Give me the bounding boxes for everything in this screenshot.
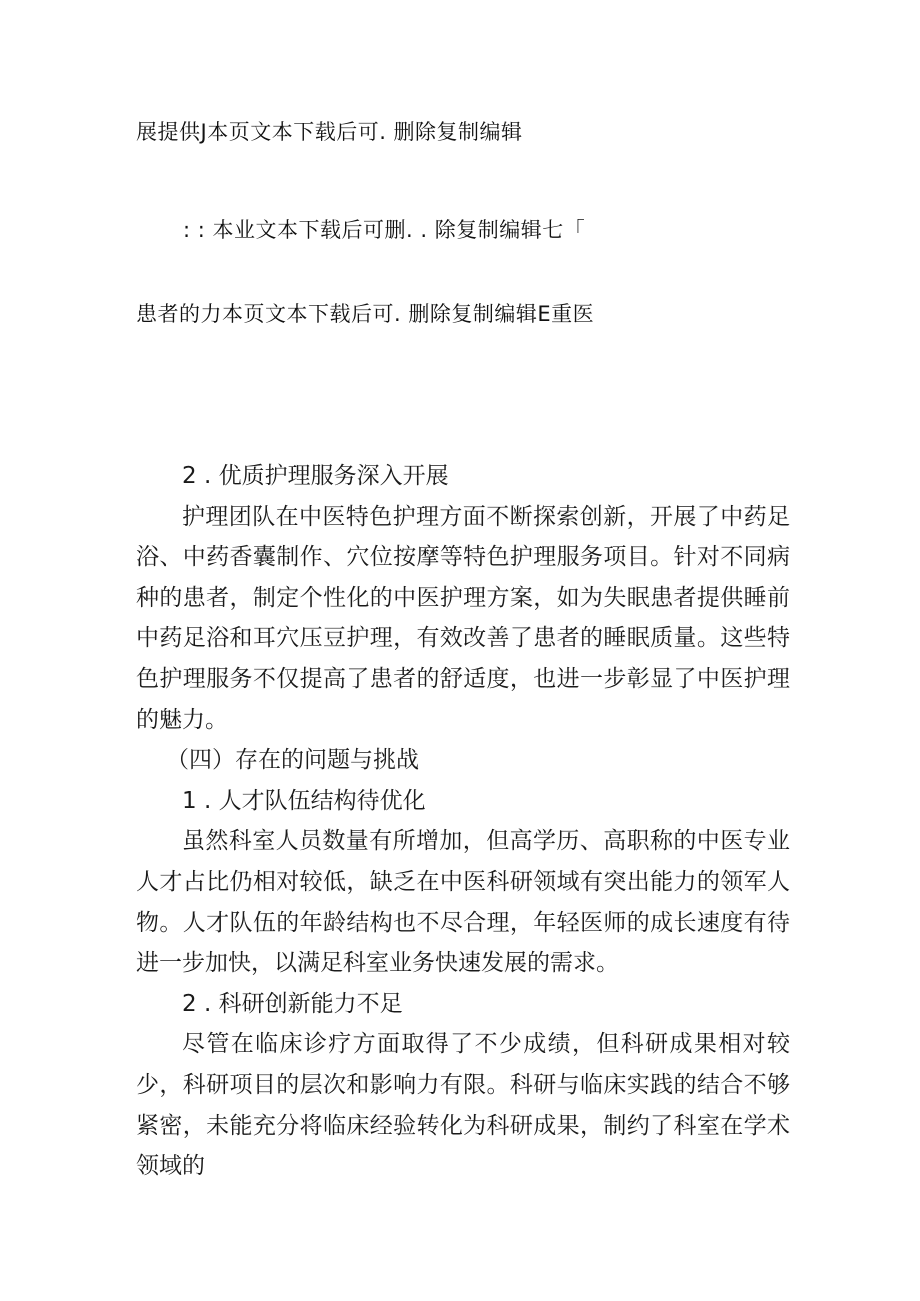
heading-talent-structure: 1 . 人才队伍结构待优化: [182, 787, 426, 814]
document-body: [136, 456, 790, 1187]
watermark-fragment-3: 患者的力本页文本下载后可. 删除复制编辑E重医: [136, 302, 595, 326]
paragraph-research-innovation: 尽管在临床诊疗方面取得了不少成绩，但科研成果相对较少，科研项目的层次和影响力有限。科研与临床实践的结合不够紧密，未能充分将临床经验转化为科研成果，制约了科室在学术领域的: [136, 1031, 790, 1180]
paragraph-quality-nursing: 护理团队在中医特色护理方面不断探索创新，开展了中药足浴、中药香囊制作、穴位按摩等特色护理服务项目。针对不同病种的患者，制定个性化的中医护理方案，如为失眠患者提供睡前中药足浴和耳穴压豆护理，有效改善了患者的睡眠质量。这些特色护理服务不仅提高了患者的舒适度，也进一步彰显了中医护理的魅力。: [136, 503, 790, 733]
watermark-fragment-1: 展提供J本页文本下载后可. 删除复制编辑: [136, 120, 523, 144]
watermark-fragment-2: : : 本业文本下载后可删. . 除复制编辑七「: [183, 218, 586, 242]
heading-research-innovation: 2 . 科研创新能力不足: [182, 990, 403, 1017]
heading-section-problems: （四）存在的问题与挑战: [166, 747, 419, 774]
paragraph-talent-structure: 虽然科室人员数量有所增加，但高学历、高职称的中医专业人才占比仍相对较低，缺乏在中医科研领域有突出能力的领军人物。人才队伍的年龄结构也不尽合理，年轻医师的成长速度有待进一步加快，以满足科室业务快速发展的需求。: [136, 828, 790, 977]
heading-quality-nursing: 2 . 优质护理服务深入开展: [182, 463, 449, 489]
